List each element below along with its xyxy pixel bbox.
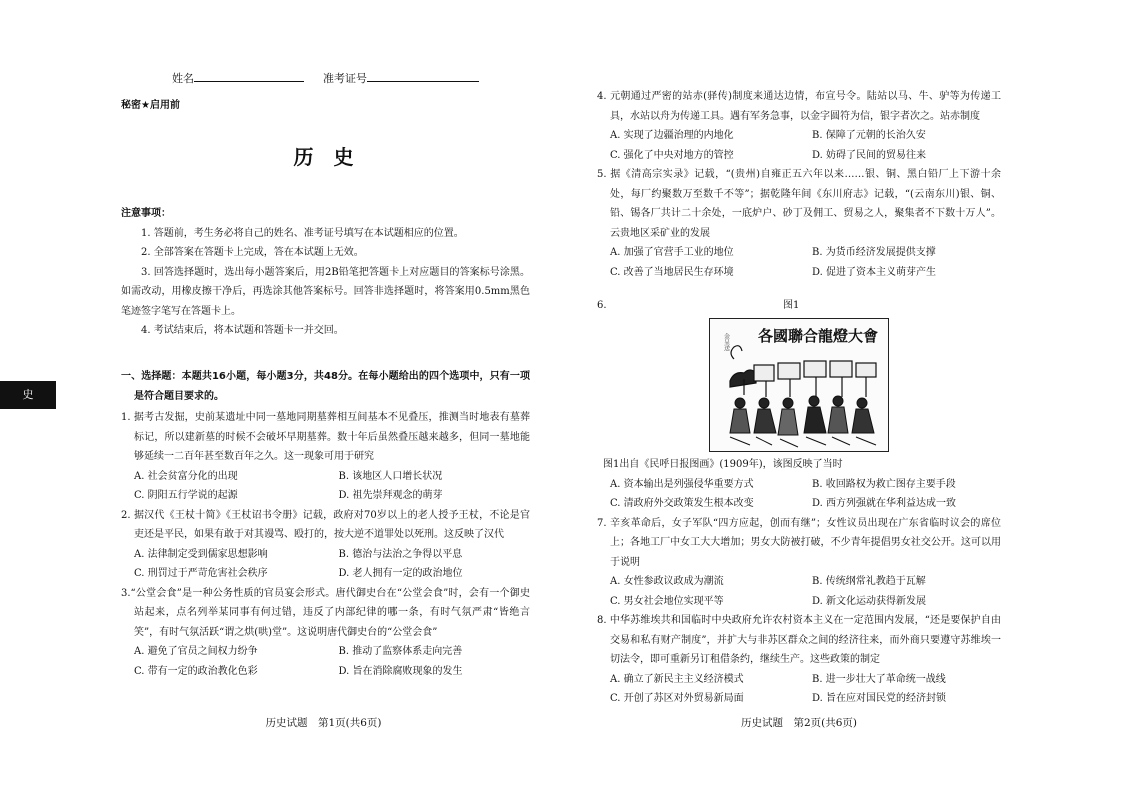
question-options <box>597 475 1001 514</box>
option-a[interactable]: A. 资本输出是列强侵华重要方式 <box>610 478 754 490</box>
notice-item: 1. 答题前，考生务必将自己的姓名、准考证号填写在本试题相应的位置。 <box>141 227 464 239</box>
page-title: 历 史 <box>293 145 354 169</box>
question-3 <box>121 584 530 682</box>
cartoon-illustration <box>710 319 888 451</box>
question-stem: 1. 据考古发掘，史前某遗址中同一墓地同期墓葬相互间基本不见叠压，推测当时地表有墓葬标记，所以建新墓的时候不会破坏早期墓葬。数十年后虽然叠压越来越多，但同一墓地能够延续一二百年甚至数百年之久。这一现象可用于研究 <box>121 412 530 462</box>
question-options <box>597 126 1001 165</box>
option-a[interactable]: A. 社会贫富分化的出现 <box>134 470 238 482</box>
question-1 <box>121 408 530 506</box>
option-d[interactable]: D. 新文化运动获得新发展 <box>812 595 927 607</box>
question-options <box>121 545 530 584</box>
notice-item: 3. 回答选择题时，选出每小题答案后，用2B铅笔把答题卡上对应题目的答案标号涂黑。如需改动，用橡皮擦干净后，再选涂其他答案标号。回答非选择题时，将答案用0.5mm黑色笔迹签字笔写在答题卡上。 <box>121 266 530 317</box>
option-c[interactable]: C. 清政府外交政策发生根本改变 <box>610 498 754 509</box>
id-field[interactable] <box>367 68 479 82</box>
question-4 <box>597 87 1001 165</box>
option-b[interactable]: B. 收回路权为救亡图存主要手段 <box>812 478 956 490</box>
id-label: 准考证号 <box>323 72 367 85</box>
candidate-info-line <box>172 68 479 89</box>
option-b[interactable]: B. 进一步壮大了革命统一战线 <box>812 673 946 685</box>
notice-block <box>121 204 530 341</box>
cartoon-banner: 各國聯合龍燈大會 <box>757 327 879 345</box>
option-b[interactable]: B. 该地区人口增长状况 <box>338 470 443 482</box>
question-7 <box>597 514 1001 612</box>
notice-title: 注意事项： <box>121 208 171 219</box>
section-heading: 一、选择题：本题共16小题，每小题3分，共48分。在每小题给出的四个选项中，只有一项是符合题目要求的。 <box>121 371 530 402</box>
option-a[interactable]: A. 实现了边疆治理的内地化 <box>610 130 734 141</box>
notice-item: 2. 全部答案在答题卡上完成，答在本试题上无效。 <box>141 247 364 258</box>
cartoon-side-text: 金呈送 <box>722 333 730 351</box>
question-options <box>121 642 530 681</box>
option-d[interactable]: D. 旨在消除腐败现象的发生 <box>338 665 463 677</box>
question-stem: 图1出自《民呼日报图画》(1909年)，该图反映了当时 <box>603 459 843 470</box>
questions-left <box>121 367 530 681</box>
page-footer: 历史试题 第1页(共6页) <box>265 717 382 729</box>
option-c[interactable]: C. 改善了当地居民生存环境 <box>610 266 734 278</box>
question-stem: 2. 据汉代《王杖十简》《王杖诏书令册》记载，政府对70岁以上的老人授予王杖，不论是官吏还是平民，如果有敢于对其谩骂、殴打的，按大逆不道罪处以死刑。这反映了汉代 <box>121 509 530 540</box>
option-d[interactable]: D. 促进了资本主义萌芽产生 <box>812 266 937 278</box>
questions-right <box>597 87 1001 282</box>
option-c[interactable]: C. 强化了中央对地方的管控 <box>610 149 734 161</box>
question-options <box>597 243 1001 282</box>
right-page <box>597 0 1001 794</box>
option-c[interactable]: C. 带有一定的政治教化色彩 <box>134 665 258 677</box>
option-a[interactable]: A. 确立了新民主主义经济模式 <box>610 673 744 685</box>
option-d[interactable]: D. 老人拥有一定的政治地位 <box>338 568 463 579</box>
subject-side-tab: 史 <box>0 381 56 409</box>
option-a[interactable]: A. 女性参政议政成为潮流 <box>610 576 724 587</box>
option-c[interactable]: C. 阴阳五行学说的起源 <box>134 490 238 501</box>
question-stem: 7. 辛亥革命后，女子军队“四方应起，创而有继”；女性议员出现在广东省临时议会的席位上；各地工厂中女工大大增加；男女大防被打破，不少青年提倡男女社交公开。这可以用于说明 <box>597 517 1001 568</box>
question-8 <box>597 611 1001 709</box>
option-c[interactable]: C. 开创了苏区对外贸易新局面 <box>610 693 744 704</box>
figure-cartoon <box>709 318 889 452</box>
question-options <box>597 670 1001 709</box>
option-b[interactable]: B. 为货币经济发展提供支撑 <box>812 247 936 258</box>
option-d[interactable]: D. 祖先崇拜观念的萌芽 <box>338 490 443 501</box>
question-options <box>121 467 530 506</box>
name-label: 姓名 <box>172 72 194 85</box>
option-c[interactable]: C. 刑罚过于严苛危害社会秩序 <box>134 568 268 579</box>
option-a[interactable]: A. 加强了官营手工业的地位 <box>610 247 734 258</box>
option-a[interactable]: A. 法律制定受到儒家思想影响 <box>134 548 268 560</box>
figure-label: 图1 <box>783 300 800 311</box>
question-options <box>597 572 1001 611</box>
question-6 <box>597 296 1001 315</box>
option-d[interactable]: D. 西方列强就在华利益达成一致 <box>812 498 957 509</box>
option-b[interactable]: B. 保障了元朝的长治久安 <box>812 130 926 141</box>
option-b[interactable]: B. 德治与法治之争得以平息 <box>338 548 463 560</box>
page-footer: 历史试题 第2页(共6页) <box>740 717 858 729</box>
question-stem: 5. 据《清高宗实录》记载，“(贵州)自雍正五六年以来……银、铜、黑白铅厂上下游十余处，每厂约聚数万至数千不等”；据乾隆年间《东川府志》记载，“(云南东川)银、铜、铅、锡各厂共计二十余处，一底炉户、砂丁及佣工、贸易之人，聚集者不下数十万人”。云贵地区采矿业的发展 <box>597 169 1001 239</box>
question-stem: 3.“公堂会食”是一种公务性质的官员宴会形式。唐代御史台在“公堂会食”时，会有一个御史站起来，点名列举某同事有何过错，违反了内部纪律的哪一条，有时气氛严肃“皆绝言笑”，有时气氛活跃“谓之烘(哄)堂”。这说明唐代御史台的“公堂会食” <box>121 587 530 638</box>
option-d[interactable]: D. 妨碍了民间的贸易往来 <box>812 149 927 161</box>
question-stem: 8. 中华苏维埃共和国临时中央政府允许农村资本主义在一定范围内发展，“还是要保护自由交易和私有财产制度”，并扩大与非苏区群众之间的经济往来，而外商只要遵守苏维埃一切法令，即可重新另订租借条约，继续生产。这些政策的制定 <box>597 615 1001 665</box>
notice-item: 4. 考试结束后，将本试题和答题卡一并交回。 <box>141 325 344 336</box>
question-2 <box>121 506 530 584</box>
left-page <box>117 0 530 794</box>
question-6-body <box>597 455 1001 709</box>
question-5 <box>597 165 1001 282</box>
question-stem: 4. 元朝通过严密的站赤(驿传)制度来通达边情，布宣号令。陆站以马、牛、驴等为传递工具，水站以舟为传递工具。遇有军务急事，以金字圆符为信，银字者次之。站赤制度 <box>597 91 1001 122</box>
option-b[interactable]: B. 推动了监察体系走向完善 <box>338 646 463 657</box>
option-d[interactable]: D. 旨在应对国民党的经济封锁 <box>812 693 947 704</box>
name-field[interactable] <box>194 68 304 82</box>
option-c[interactable]: C. 男女社会地位实现平等 <box>610 595 724 607</box>
option-b[interactable]: B. 传统纲常礼教趋于瓦解 <box>812 576 926 587</box>
confidential-mark: 秘密★启用前 <box>121 100 180 111</box>
option-a[interactable]: A. 避免了官员之间权力纷争 <box>134 646 258 657</box>
question-number: 6. <box>597 300 607 311</box>
